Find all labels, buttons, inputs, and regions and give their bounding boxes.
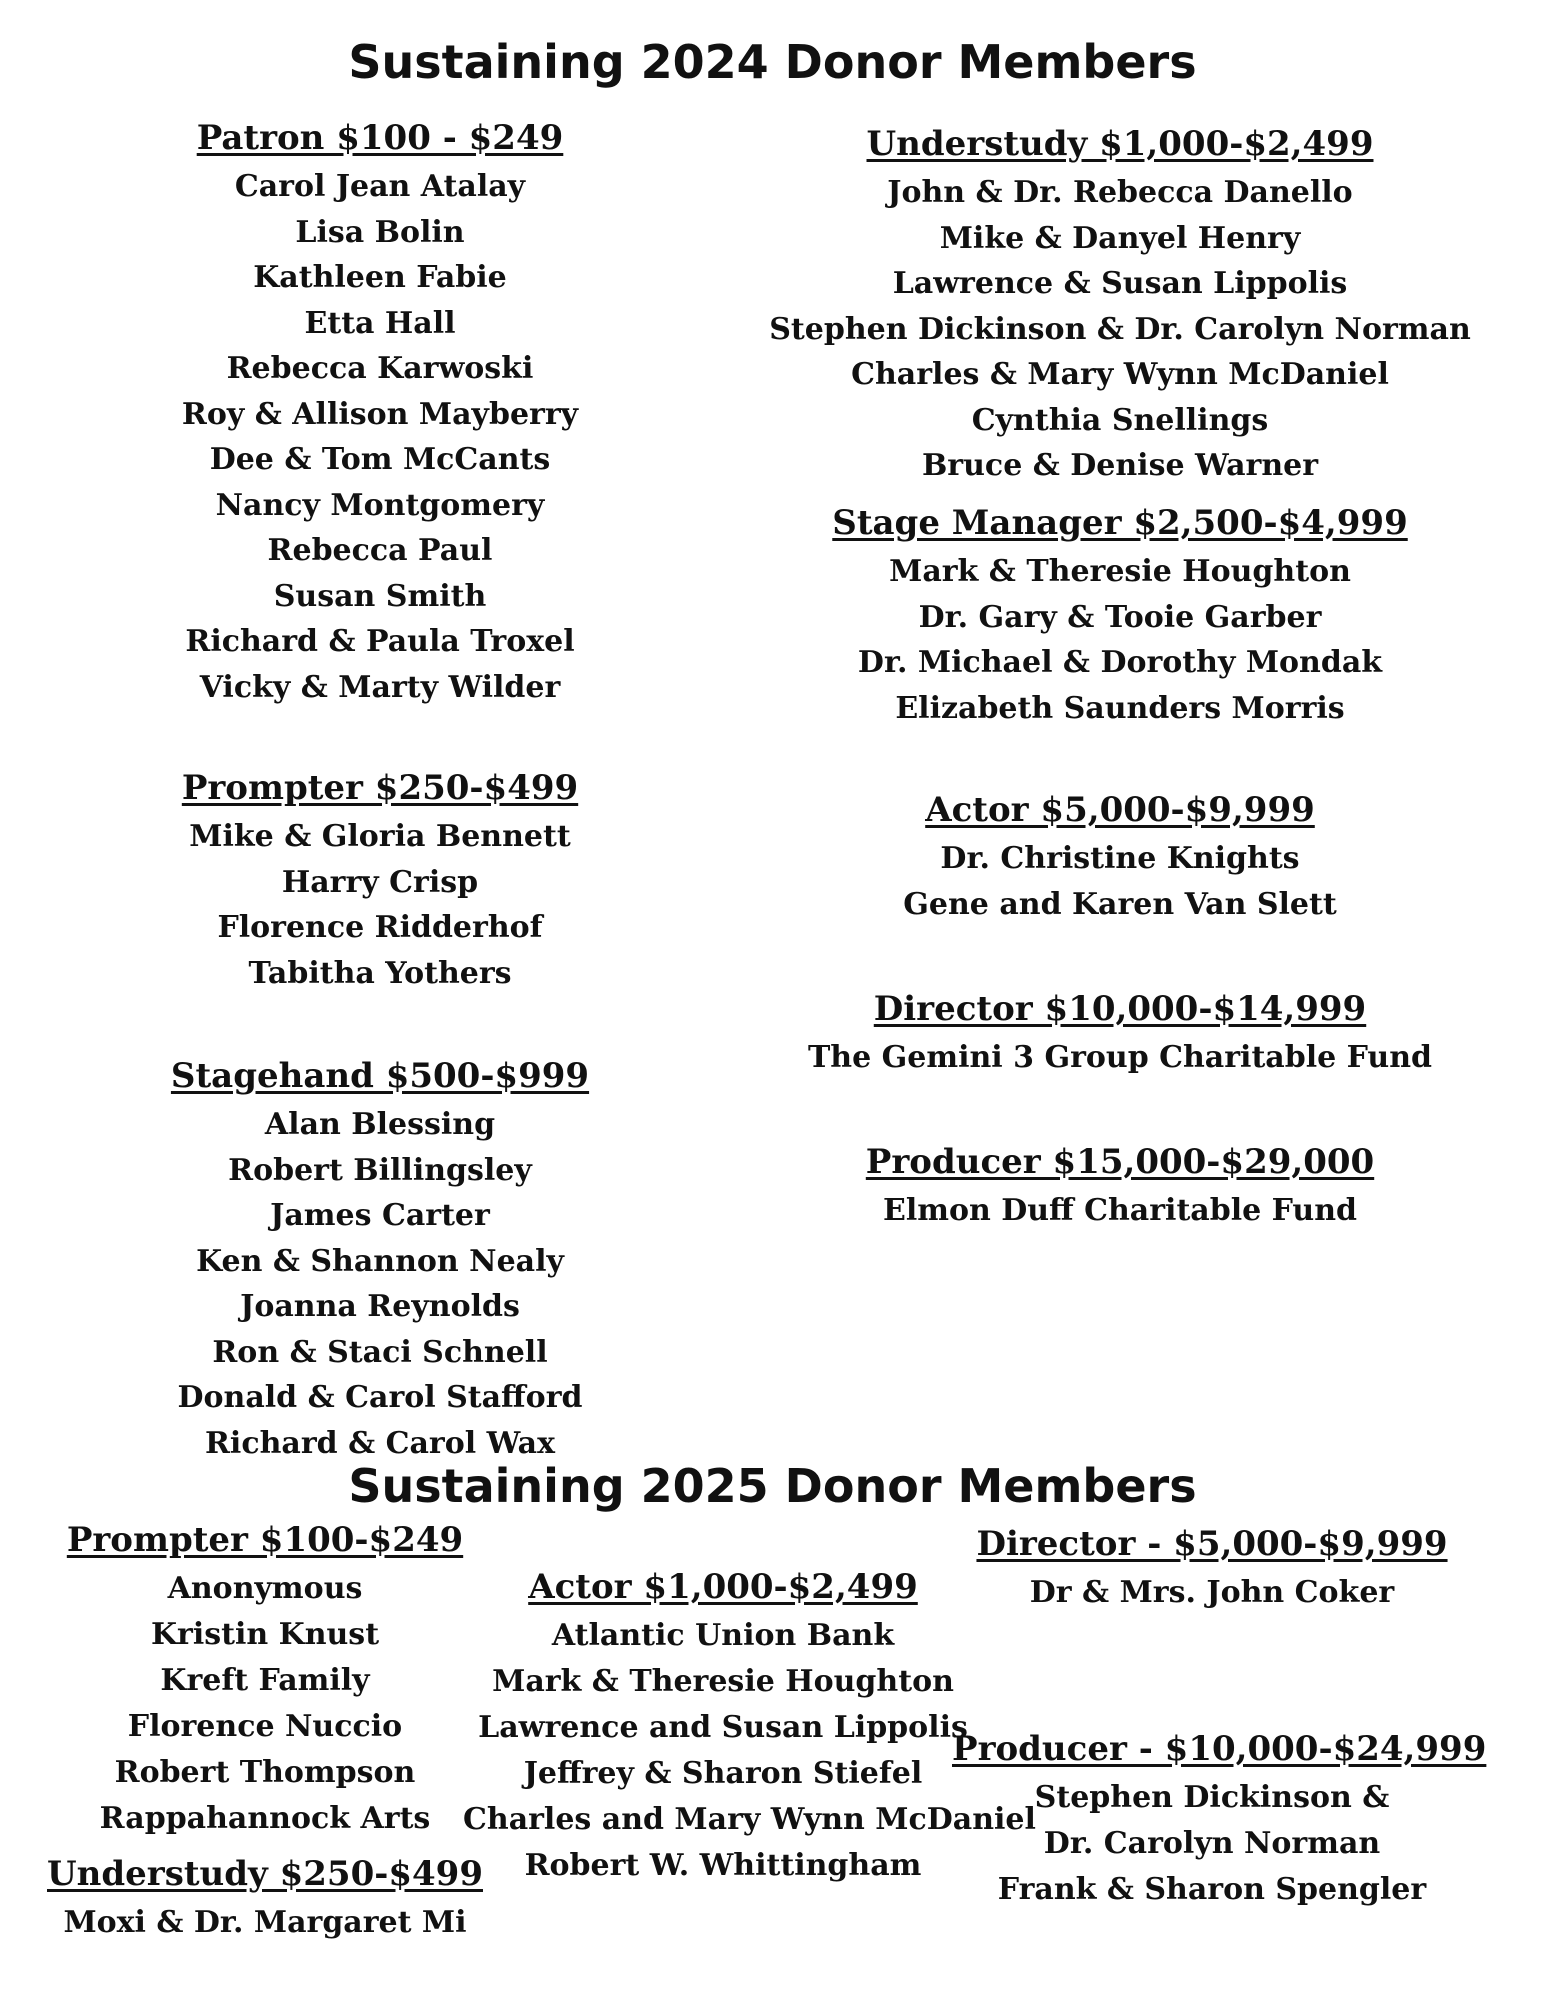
donor-name: Ron & Staci Schnell [212, 1334, 548, 1370]
donor-name: Mark & Theresie Houghton [492, 1664, 954, 1699]
donor-name: Frank & Sharon Spengler [997, 1872, 1427, 1907]
donor-group-actor-2025 [463, 1565, 1036, 1889]
donor-name-list [0, 814, 760, 996]
donor-name: John & Dr. Rebecca Danello [887, 175, 1353, 210]
donor-name: Mark & Theresie Houghton [889, 554, 1351, 589]
donor-name-list [952, 1570, 1472, 1616]
donor-name: Lawrence and Susan Lippolis [478, 1710, 968, 1745]
donor-name: Kathleen Fabie [253, 260, 507, 295]
donor-name: Dee & Tom McCants [209, 442, 551, 477]
donor-name: Dr. Gary & Tooie Garber [918, 599, 1322, 635]
donor-name: Moxi & Dr. Margaret Mi [63, 1905, 467, 1940]
donor-name: Lisa Bolin [295, 214, 465, 250]
donor-name-list [740, 1035, 1500, 1081]
donor-name: Rappahannock Arts [99, 1801, 431, 1836]
donor-name: Harry Crisp [281, 864, 479, 900]
donor-group-understudy-2025 [5, 1852, 525, 1946]
donor-group-actor-2024 [740, 788, 1500, 927]
donor-name: Atlantic Union Bank [551, 1618, 895, 1653]
donor-name: Carol Jean Atalay [234, 169, 526, 204]
donor-name: Florence Ridderhof [217, 910, 543, 945]
donor-name: Anonymous [167, 1571, 363, 1606]
donor-name: The Gemini 3 Group Charitable Fund [807, 1040, 1433, 1075]
donor-name: Stephen Dickinson & Dr. Carolyn Norman [769, 311, 1471, 347]
donor-name: Florence Nuccio [127, 1709, 403, 1744]
donor-name-list [740, 170, 1500, 489]
donor-group-director-2025 [952, 1522, 1472, 1616]
donor-name: Nancy Montgomery [215, 487, 545, 523]
donor-name: Joanna Reynolds [240, 1289, 520, 1324]
donor-name-list [740, 1188, 1500, 1234]
donor-name: Alan Blessing [264, 1107, 496, 1142]
donor-name: Donald & Carol Stafford [177, 1380, 583, 1415]
donor-name-list [0, 164, 760, 710]
donor-name: Rebecca Paul [267, 533, 493, 568]
donor-name: Etta Hall [304, 305, 456, 341]
donor-tier-heading: Prompter $250-$499 [181, 768, 579, 808]
donor-name: Elizabeth Saunders Morris [895, 690, 1345, 726]
donor-name: Cynthia Snellings [971, 402, 1269, 438]
donor-name: Richard & Paula Troxel [185, 624, 575, 659]
donor-name-list [5, 1900, 525, 1946]
donor-name: Dr. Michael & Dorothy Mondak [857, 645, 1383, 680]
donor-group-director-2024 [740, 987, 1500, 1081]
donor-name: Robert Billingsley [228, 1152, 532, 1188]
donor-name-list [952, 1775, 1472, 1913]
donor-group-understudy-2024 [740, 122, 1500, 489]
donor-name-list [740, 836, 1500, 927]
donor-name: Tabitha Yothers [248, 955, 512, 991]
donor-tier-heading: Prompter $100-$249 [66, 1520, 464, 1560]
donor-name: Susan Smith [273, 578, 487, 614]
donor-name-list [463, 1613, 1036, 1889]
donor-tier-heading: Producer $15,000-$29,000 [865, 1142, 1375, 1182]
donor-name: Roy & Allison Mayberry [181, 396, 579, 432]
donor-group-stage-manager-2024 [740, 501, 1500, 731]
donor-name: Jeffrey & Sharon Stiefel [523, 1756, 923, 1791]
donor-name: Stephen Dickinson & [1034, 1780, 1390, 1815]
donor-name: Kreft Family [160, 1663, 370, 1698]
donor-name-list [0, 1102, 760, 1466]
donor-name: Lawrence & Susan Lippolis [892, 266, 1348, 301]
donor-group-producer-2025 [952, 1727, 1487, 1913]
donor-group-patron-2024 [0, 116, 760, 710]
donor-tier-heading: Director - $5,000-$9,999 [976, 1524, 1448, 1564]
donor-tier-heading: Director $10,000-$14,999 [873, 989, 1367, 1029]
donor-name: James Carter [270, 1198, 490, 1233]
donor-tier-heading: Understudy $250-$499 [47, 1854, 483, 1894]
donor-name: Dr. Carolyn Norman [1043, 1826, 1381, 1861]
donor-name: Bruce & Denise Warner [921, 448, 1319, 483]
donor-name: Vicky & Marty Wilder [199, 669, 561, 705]
donor-tier-heading: Stagehand $500-$999 [170, 1056, 590, 1096]
donor-tier-heading: Stage Manager $2,500-$4,999 [832, 503, 1408, 543]
donor-name: Dr. Christine Knights [940, 841, 1300, 876]
donor-group-prompter-2024 [0, 766, 760, 996]
donor-name: Mike & Danyel Henry [939, 220, 1301, 256]
donor-tier-heading: Actor $5,000-$9,999 [925, 790, 1315, 830]
donor-name: Kristin Knust [150, 1617, 380, 1652]
donor-name: Gene and Karen Van Slett [903, 886, 1337, 922]
donor-name: Ken & Shannon Nealy [196, 1243, 564, 1279]
donor-name: Charles and Mary Wynn McDaniel [463, 1802, 1036, 1837]
donor-name: Elmon Duff Charitable Fund [882, 1193, 1358, 1228]
donor-name: Rebecca Karwoski [226, 351, 534, 386]
donor-name-list [740, 549, 1500, 731]
donor-name-list [5, 1566, 525, 1842]
donor-tier-heading: Actor $1,000-$2,499 [528, 1567, 918, 1607]
donor-group-prompter-2025 [5, 1518, 525, 1842]
donor-name: Robert Thompson [114, 1755, 416, 1790]
donor-group-stagehand-2024 [0, 1054, 760, 1466]
donor-tier-heading: Patron $100 - $249 [196, 118, 564, 158]
donor-name: Richard & Carol Wax [205, 1425, 555, 1461]
donor-name: Charles & Mary Wynn McDaniel [851, 357, 1389, 392]
section-2024-title: Sustaining 2024 Donor Members [348, 35, 1197, 89]
donor-tier-heading: Producer - $10,000-$24,999 [952, 1729, 1487, 1769]
donor-name: Dr & Mrs. John Coker [1029, 1575, 1395, 1610]
donor-name: Mike & Gloria Bennett [189, 819, 571, 854]
donor-tier-heading: Understudy $1,000-$2,499 [866, 124, 1374, 164]
donor-group-producer-2024 [740, 1140, 1500, 1234]
donor-name: Robert W. Whittingham [524, 1848, 922, 1883]
section-2025-title: Sustaining 2025 Donor Members [348, 1459, 1197, 1513]
